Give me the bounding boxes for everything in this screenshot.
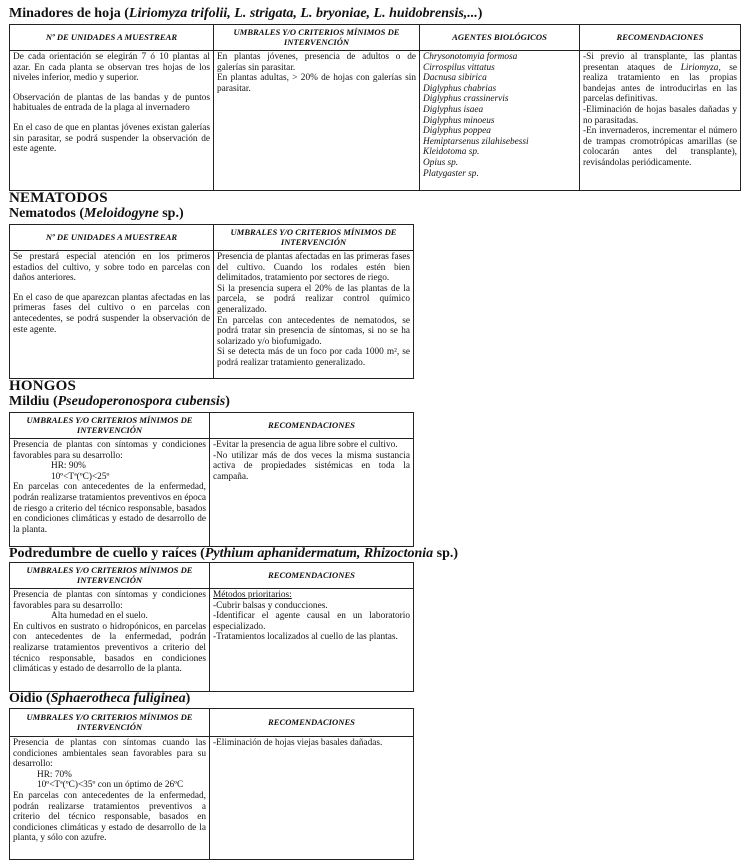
agent-item: Cirrospilus vittatus — [423, 62, 495, 73]
agent-item: Kleidotoma sp. — [423, 147, 480, 158]
podredumbre-title: Podredumbre de cuello y raíces (Pythium aphanidermatum, Rhizoctonia sp.) — [9, 546, 459, 561]
agent-item: Hemiptarsenus zilahisebessi — [423, 136, 529, 147]
agent-item: Diglyphus chabrias — [423, 83, 497, 94]
minadores-title: Minadores de hoja (Liriomyza trifolii, L. strigata, L. bryoniae, L. huidobrensis,...) — [9, 6, 483, 21]
agent-item: Dacnusa sibirica — [423, 73, 487, 84]
nematodos-title: Nematodos (Meloidogyne sp.) — [9, 206, 184, 221]
minadores-table — [9, 24, 741, 191]
col-header-recomendaciones: RECOMENDACIONES — [210, 413, 414, 439]
nematodos-table — [9, 224, 414, 379]
cell-unidades: De cada orientación se elegirán 7 ó 10 plantas al azar. En cada planta se observan tres hojas de los niveles inferior, medio y superior. Observación de plantas de las bandas y de puntos habituales de entrada de la plaga al invernadero En el caso de que en plantas jóvenes existan galerías sin parasitar, se podrá suspender la observación de este agente. — [10, 51, 214, 191]
col-header-unidades: Nº DE UNIDADES A MUESTREAR — [10, 25, 214, 51]
cell-umbrales: En plantas jóvenes, presencia de adultos o de galerías sin parasitar. En plantas adultas, > 20% de hojas con galerías sin parasitar. — [214, 51, 420, 191]
col-header-umbrales: UMBRALES Y/O CRITERIOS MÍNIMOS DE INTERVENCIÓN — [10, 709, 210, 737]
agent-item: Platygaster sp. — [423, 168, 479, 179]
agent-item: Diglyphus minoeus — [423, 115, 495, 126]
col-header-umbrales: UMBRALES Y/O CRITERIOS MÍNIMOS DE INTERVENCIÓN — [10, 563, 210, 589]
cell-umbrales: Presencia de plantas con síntomas y condiciones favorables para su desarrollo: Alta humedad en el suelo. En cultivos en sustrato o hidropónicos, en parcelas con antecedentes de la enfermedad, podrán realizarse tratamientos preventivos a criterio del técnico responsable, basados en condiciones climáticas y estado de desarrollo de la planta. — [10, 589, 210, 692]
oidio-title: Oidio (Sphaerotheca fuliginea) — [9, 691, 191, 706]
col-header-recomendaciones: RECOMENDACIONES — [210, 563, 414, 589]
cell-unidades: Se prestará especial atención en los primeros estadios del cultivo, y sobre todo en parcelas con daños anteriores. En el caso de que aparezcan plantas afectadas en las primeras fases del cultivo o en parcelas con antecedentes, se podrá suspender la observación de este agente. — [10, 251, 214, 379]
mildiu-title: Mildiu (Pseudoperonospora cubensis) — [9, 394, 230, 409]
cell-umbrales: Presencia de plantas con síntomas y condiciones favorables para su desarrollo: HR: 90% 10º<Tª(ºC)<25º En parcelas con antecedentes de la enfermedad, podrán realizarse tratamientos preventivos en época de riesgo a criterio del técnico responsable, basados en condiciones climáticas y estado de desarrollo de la planta. — [10, 439, 210, 547]
cell-recomendaciones: -Eliminación de hojas viejas basales dañadas. — [210, 737, 414, 860]
col-header-unidades: Nº DE UNIDADES A MUESTREAR — [10, 225, 214, 251]
cell-recomendaciones: -Si previo al transplante, las plantas presentan ataques de Liriomyza, se realiza tratamiento en las propias bandejas antes de introducirlas en las parcelas definitivas. -Eliminación de hojas basales dañadas y no parasitadas. -En invernaderos, incrementar el número de trampas cromotrópicas amarillas (se colocarán antes del transplante), revisándolas periódicamente. — [580, 51, 741, 191]
col-header-recomendaciones: RECOMENDACIONES — [580, 25, 741, 51]
col-header-umbrales: UMBRALES Y/O CRITERIOS MÍNIMOS DE INTERVENCIÓN — [10, 413, 210, 439]
col-header-recomendaciones: RECOMENDACIONES — [210, 709, 414, 737]
section-nematodos: NEMATODOS — [9, 190, 108, 206]
podredumbre-table — [9, 562, 414, 692]
section-hongos: HONGOS — [9, 378, 77, 394]
mildiu-table — [9, 412, 414, 547]
col-header-umbrales: UMBRALES Y/O CRITERIOS MÍNIMOS DE INTERVENCIÓN — [214, 225, 414, 251]
agent-item: Opius sp. — [423, 157, 459, 168]
col-header-umbrales: UMBRALES Y/O CRITERIOS MÍNIMOS DE INTERVENCIÓN — [214, 25, 420, 51]
agent-item: Diglyphus crassinervis — [423, 94, 509, 105]
agent-item: Diglyphus poppea — [423, 126, 491, 137]
agent-item: Chrysonotomyia formosa — [423, 52, 518, 62]
agent-item: Diglyphus isaea — [423, 104, 484, 115]
cell-recomendaciones: Métodos prioritarios: -Cubrir balsas y conducciones. -Identificar el agente causal en un laboratorio especializado. -Tratamientos localizados al cuello de las plantas. — [210, 589, 414, 692]
cell-agentes — [420, 51, 580, 191]
oidio-table — [9, 708, 414, 860]
cell-umbrales: Presencia de plantas afectadas en las primeras fases del cultivo. Cuando los rodales estén bien delimitados, tratamiento por sectores de riego. Si la presencia supera el 20% de las plantas de la parcela, se podrá realizar control químico generalizado. En parcelas con antecedentes de nematodos, se podrá tratar sin presencia de síntomas, si no se ha solarizado y/o biofumigado. Si se detecta más de un foco por cada 1000 m², se podrá realizar tratamiento generalizado. — [214, 251, 414, 379]
cell-recomendaciones: -Evitar la presencia de agua libre sobre el cultivo. -No utilizar más de dos veces la misma sustancia activa de propiedades sistémicas en toda la campaña. — [210, 439, 414, 547]
cell-umbrales: Presencia de plantas con síntomas cuando las condiciones ambientales sean favorables para su desarrollo: HR: 70% 10º<Tª(ºC)<35º con un óptimo de 26ºC En parcelas con antecedentes de la enfermedad, podrán realizarse tratamientos preventivos a criterio del técnico responsable, basados en condiciones climáticas y estado de desarrollo de la planta, y sólo con azufre. — [10, 737, 210, 860]
col-header-agentes: AGENTES BIOLÓGICOS — [420, 25, 580, 51]
